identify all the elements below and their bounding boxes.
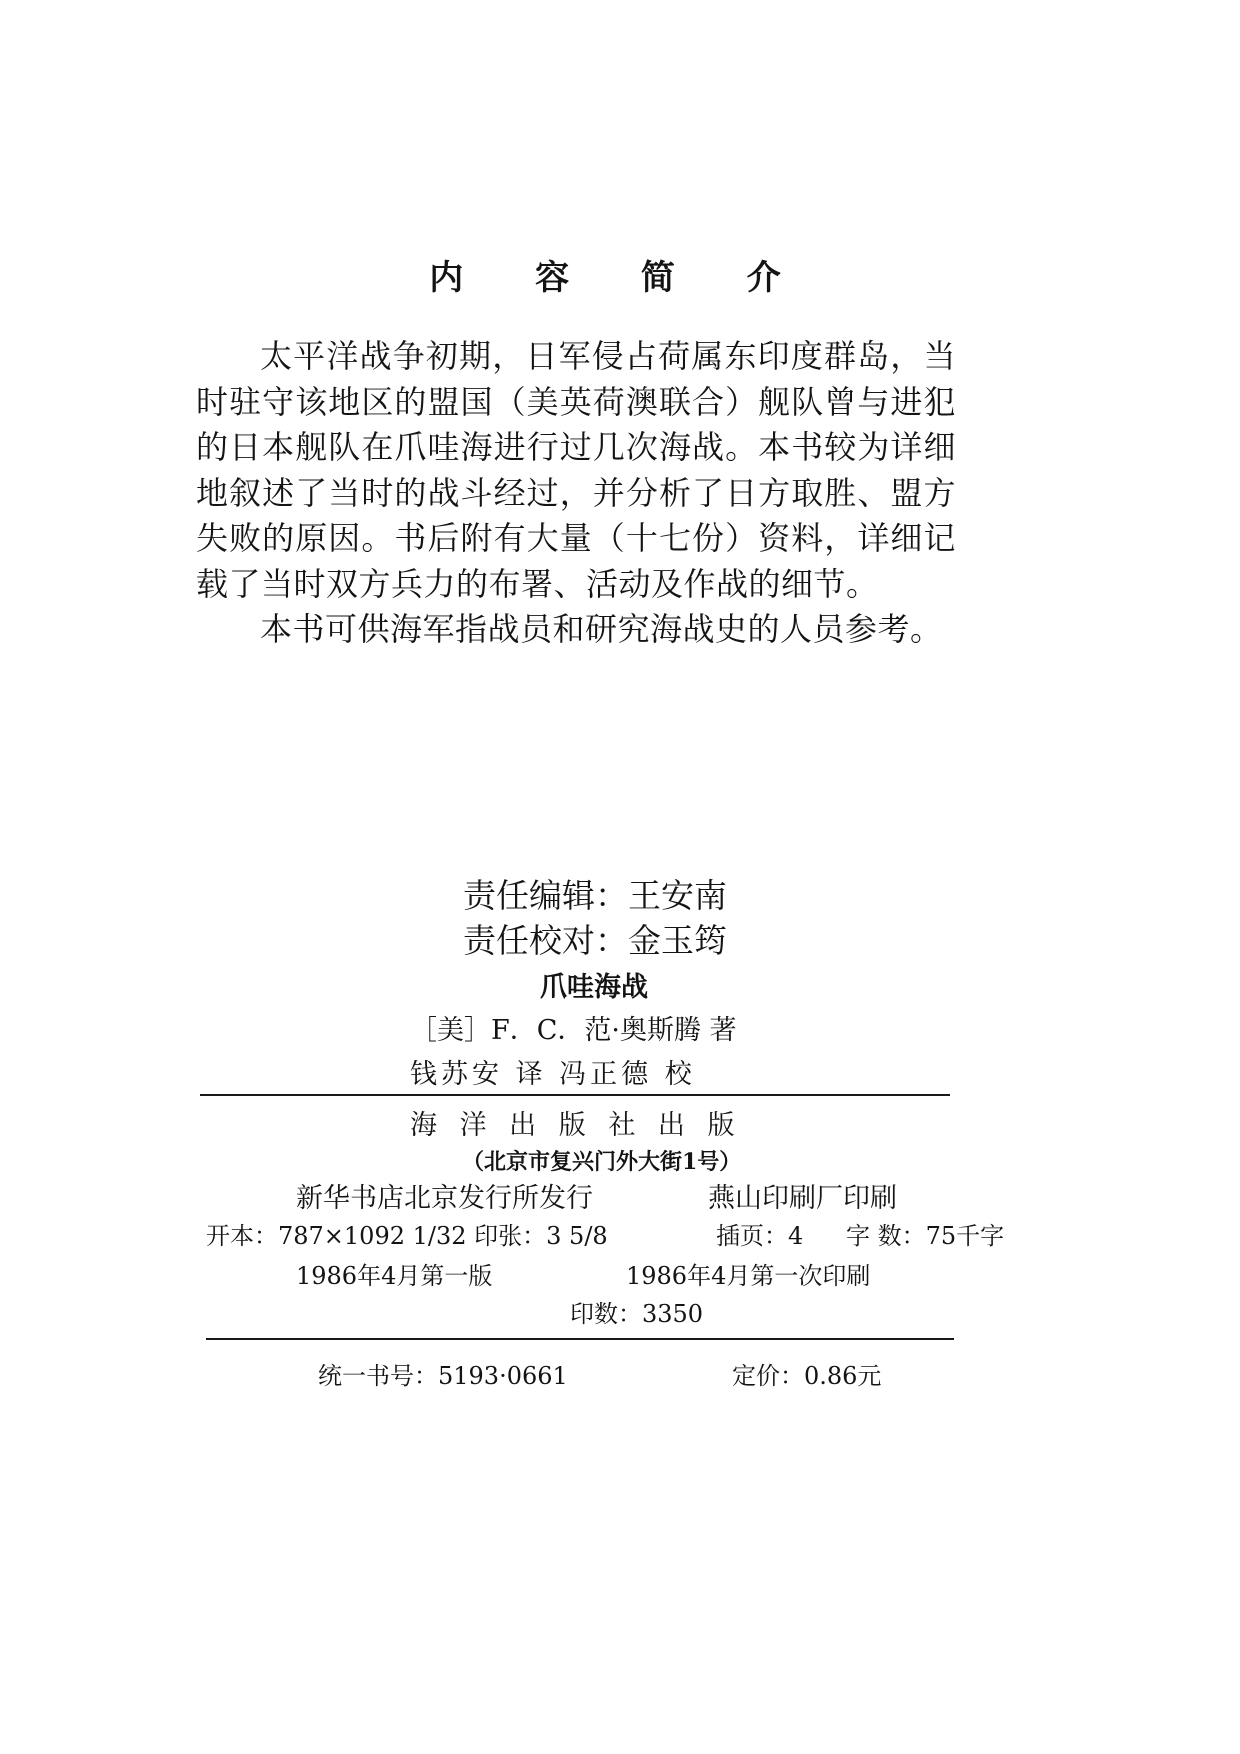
summary-paragraph: 太平洋战争初期，日军侵占荷属东印度群岛，当时驻守该地区的盟国（美英荷澳联合）舰队曾与进犯的日本舰队在爪哇海进行过几次海战。本书较为详细地叙述了当时的战斗经过，并分析了日方取胜、盟方失败的原因。书后附有大量（十七份）资料，详细记载了当时双方兵力的布署、活动及作战的细节。	[196, 337, 956, 603]
divider-bottom	[206, 1338, 954, 1340]
book-number-line: 统一书号：5193·0661	[318, 1362, 568, 1390]
editor-line: 责任编辑：王安南	[463, 876, 727, 915]
publisher-address: （北京市复兴门外大街1号）	[462, 1149, 742, 1175]
printing-line: 1986年4月第一次印刷	[626, 1262, 871, 1290]
format-line: 开本：787×1092 1/32 印张：3 5/8	[206, 1222, 608, 1250]
distributor-line: 新华书店北京发行所发行	[296, 1183, 593, 1214]
word-count-line: 字 数：75千字	[846, 1222, 1005, 1250]
summary-text	[196, 334, 956, 653]
proofreader-line: 责任校对：金玉筠	[463, 921, 727, 960]
plates-line: 插页：4	[716, 1222, 804, 1250]
author-line: ［美］F．C．范·奥斯腾 著	[410, 1015, 737, 1046]
edition-line: 1986年4月第一版	[296, 1262, 493, 1290]
section-title: 内 容 简 介	[429, 258, 811, 298]
printer-line: 燕山印刷厂印刷	[708, 1183, 897, 1214]
price-line: 定价：0.86元	[732, 1362, 882, 1390]
divider-top	[200, 1094, 950, 1096]
book-title: 爪哇海战	[540, 972, 648, 1003]
print-run-line: 印数：3350	[570, 1300, 704, 1328]
summary-paragraph: 本书可供海军指战员和研究海战史的人员参考。	[260, 610, 943, 648]
publisher-line: 海 洋 出 版 社 出 版	[410, 1110, 742, 1141]
translator-line: 钱苏安 译 冯正德 校	[410, 1059, 696, 1090]
